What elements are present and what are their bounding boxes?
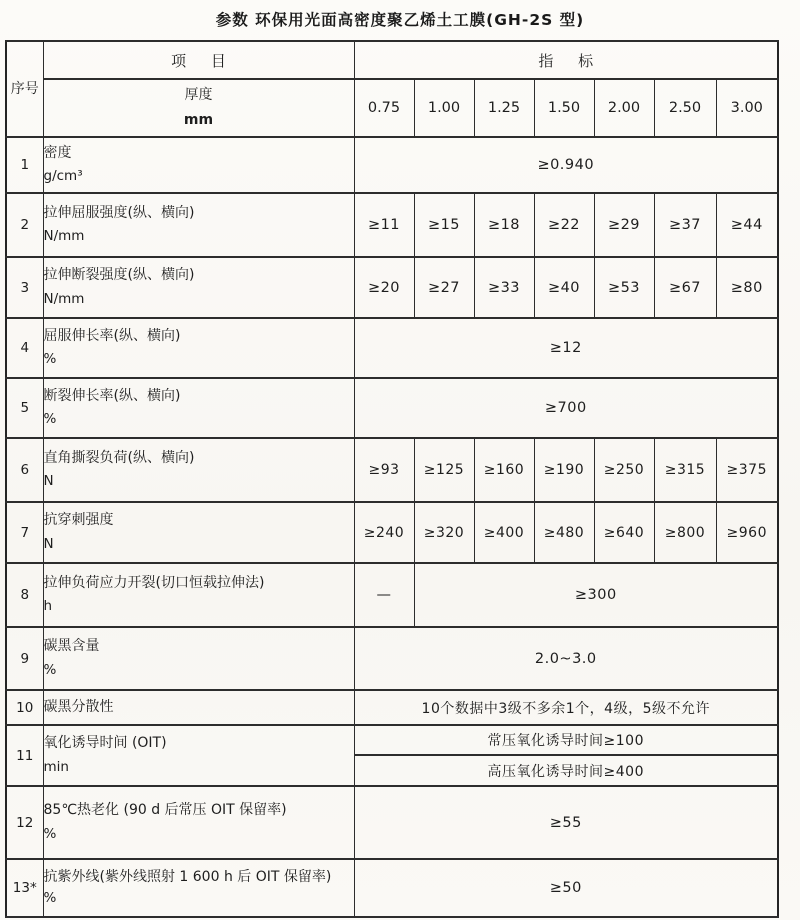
row-value: ≥37 [654,193,716,257]
thickness-value: 1.25 [474,79,534,137]
row-value-normal-pressure: 常压氧化诱导时间≥100 [354,725,778,755]
thickness-value: 2.50 [654,79,716,137]
table-row [6,257,778,318]
row-item [43,318,354,378]
row-value: ≥67 [654,257,716,318]
row-value: ≥480 [534,502,594,563]
row-no: 6 [6,438,43,502]
thickness-unit: mm [183,112,214,128]
row-value: ≥93 [354,438,414,502]
row-value: ≥50 [354,859,778,917]
row-value: ≥15 [414,193,474,257]
thickness-value: 1.00 [414,79,474,137]
row-item [43,257,354,318]
row-item [43,690,354,725]
row-value: ≥315 [654,438,716,502]
row-item [43,786,354,859]
row-item-unit: g/cm³ [43,168,83,185]
thickness-value: 1.50 [534,79,594,137]
page-title: 参数 环保用光面高密度聚乙烯土工膜(GH-2S 型) [215,11,585,29]
row-item-name: 碳黑含量 [43,638,100,655]
row-value: ≥20 [354,257,414,318]
table-row [6,378,778,438]
row-item-unit: % [43,890,57,907]
table-row [6,786,778,859]
row-item-name: 拉伸屈服强度(纵、横向) [43,204,195,221]
row-value: ≥250 [594,438,654,502]
row-item-name: 直角撕裂负荷(纵、横向) [43,449,195,466]
row-item-unit: N/mm [43,290,85,307]
row-item-name: 拉伸断裂强度(纵、横向) [43,267,195,284]
row-item-unit: N/mm [43,228,85,245]
row-value: ≥0.940 [354,137,778,193]
row-value: 10个数据中3级不多余1个，4级，5级不允许 [354,690,778,725]
row-item-unit: N [43,473,54,490]
row-value: ≥80 [716,257,778,318]
row-no: 13* [6,859,43,917]
row-item-name: 密度 [43,144,72,161]
row-value: ≥53 [594,257,654,318]
row-no: 8 [6,563,43,627]
row-value-high-pressure: 高压氧化诱导时间≥400 [354,755,778,786]
row-value: ≥800 [654,502,716,563]
row-value: 2.0~3.0 [354,627,778,690]
row-item-unit: h [43,598,53,615]
table-row [6,502,778,563]
row-item [43,859,354,917]
row-item-name: 氧化诱导时间 (OIT) [43,735,167,752]
row-value: ≥960 [716,502,778,563]
row-value: ≥125 [414,438,474,502]
thickness-value: 0.75 [354,79,414,137]
row-no: 12 [6,786,43,859]
row-no: 2 [6,193,43,257]
row-no: 9 [6,627,43,690]
table-header-row-2 [6,79,778,137]
row-value: ≥55 [354,786,778,859]
row-item [43,502,354,563]
row-item [43,627,354,690]
row-item [43,137,354,193]
row-item [43,563,354,627]
row-no: 1 [6,137,43,193]
row-item-name: 抗紫外线(紫外线照射 1 600 h 后 OIT 保留率) [43,869,332,885]
row-no: 5 [6,378,43,438]
table-row [6,137,778,193]
row-value: ≥700 [354,378,778,438]
header-indicator: 指 标 [354,41,778,79]
row-item-unit: min [43,758,69,775]
spec-table [5,40,779,918]
row-value: ≥22 [534,193,594,257]
row-item [43,378,354,438]
row-value: ≥320 [414,502,474,563]
thickness-value: 2.00 [594,79,654,137]
row-item-name: 拉伸负荷应力开裂(切口恒载拉伸法) [43,574,265,591]
row-item-name: 85℃热老化 (90 d 后常压 OIT 保留率) [43,802,287,819]
row-item-name: 碳黑分散性 [43,699,114,716]
row-value: ≥190 [534,438,594,502]
table-row [6,193,778,257]
row-value: ≥640 [594,502,654,563]
row-item [43,725,354,786]
row-item-name: 屈服伸长率(纵、横向) [43,327,181,344]
row-item-unit: % [43,411,57,428]
row-value: ≥40 [534,257,594,318]
row-value: ≥12 [354,318,778,378]
thickness-value: 3.00 [716,79,778,137]
row-item-unit: N [43,535,54,552]
row-no: 11 [6,725,43,786]
table-row [6,725,778,755]
row-value: ≥300 [414,563,778,627]
row-item [43,438,354,502]
row-item-name: 抗穿刺强度 [43,512,114,529]
header-item: 项 目 [43,41,354,79]
table-row [6,627,778,690]
thickness-label: 厚度 [184,86,213,103]
row-item-name: 断裂伸长率(纵、横向) [43,387,181,404]
row-no: 10 [6,690,43,725]
row-value: ≥375 [716,438,778,502]
row-no: 7 [6,502,43,563]
table-row [6,318,778,378]
table-row [6,859,778,917]
header-thickness [43,79,354,137]
row-item-unit: % [43,825,57,842]
row-item [43,193,354,257]
table-row [6,563,778,627]
table-header-row-1 [6,41,778,79]
row-item-unit: % [43,661,57,678]
row-value: ≥18 [474,193,534,257]
header-serial: 序号 [6,41,43,137]
row-value: ≥160 [474,438,534,502]
row-item-unit: % [43,351,57,368]
row-value: ≥27 [414,257,474,318]
row-value: ≥11 [354,193,414,257]
row-value: ≥33 [474,257,534,318]
table-row [6,438,778,502]
row-no: 3 [6,257,43,318]
row-value: ≥44 [716,193,778,257]
row-value: ≥29 [594,193,654,257]
row-value: ≥400 [474,502,534,563]
row-value-dash: — [354,563,414,627]
table-row [6,690,778,725]
row-no: 4 [6,318,43,378]
row-value: ≥240 [354,502,414,563]
